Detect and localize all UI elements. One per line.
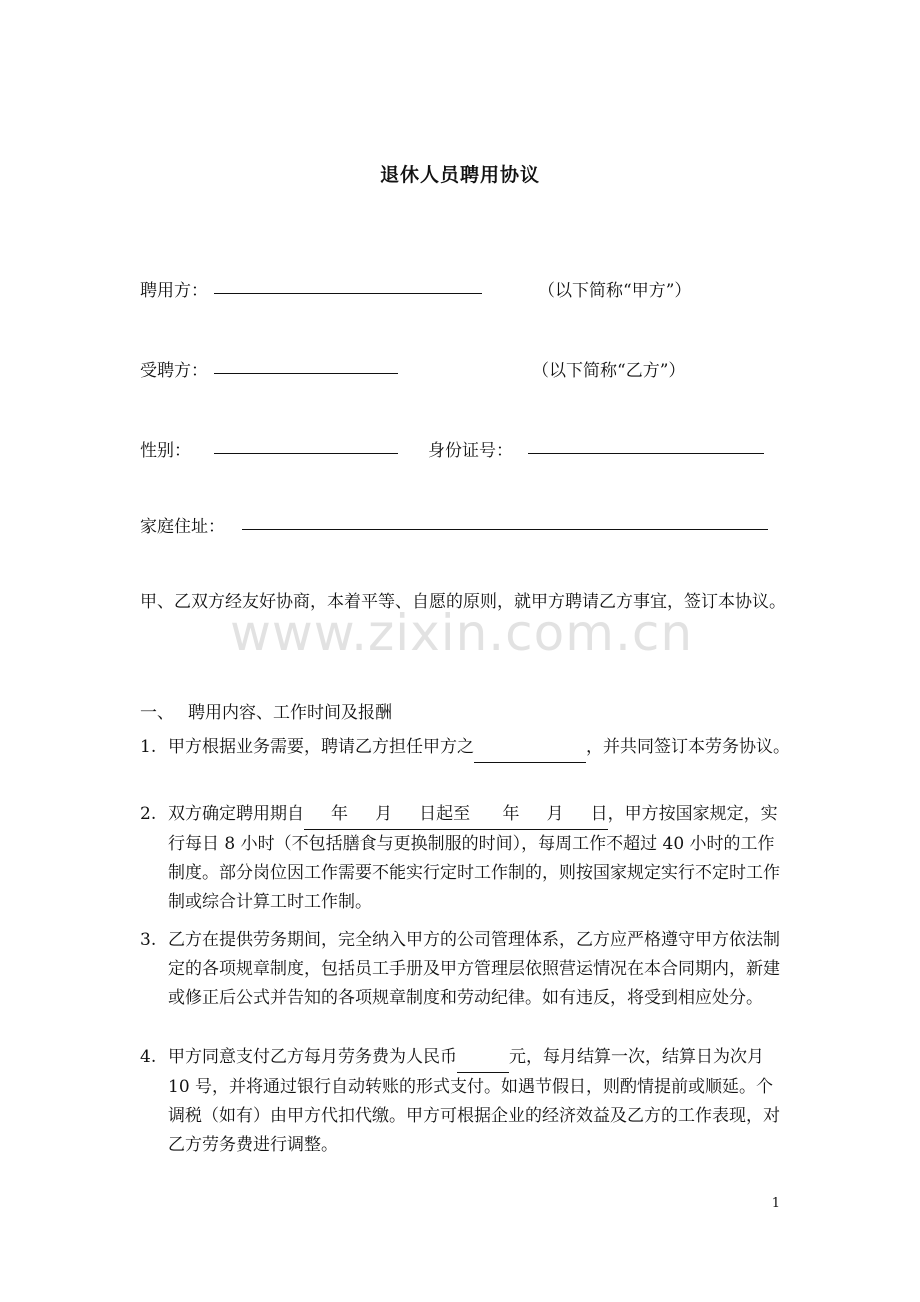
watermark: www.zixin.com.cn	[230, 604, 694, 662]
employee-blank	[214, 373, 398, 374]
item-number: 2.	[140, 804, 157, 824]
employer-blank	[214, 293, 482, 294]
document-title: 退休人员聘用协议	[379, 164, 540, 186]
section-heading: 聘用内容、工作时间及报酬	[188, 703, 392, 723]
id-label: 身份证号：	[428, 441, 513, 461]
intro-paragraph: 甲、乙双方经友好协商，本着平等、自愿的原则，就甲方聘请乙方事宜，签订本协议。	[140, 592, 786, 612]
item-text: 甲方根据业务需要，聘请乙方担任甲方之 ，并共同签订本劳务协议。	[168, 733, 790, 763]
page-number: 1	[771, 1196, 780, 1211]
employee-label: 受聘方：	[140, 361, 208, 381]
item-text: 乙方在提供劳务期间，完全纳入甲方的公司管理体系，乙方应严格遵守甲方依法制定的各项规章制度，包括员工手册及甲方管理层依照营运情况在本合同期内，新建或修正后公式并告知的各项规章制度和劳动纪律。如有违反，将受到相应处分。	[168, 930, 780, 1008]
item-number: 1.	[140, 737, 157, 757]
end-date-blank: 年 月 日	[470, 800, 608, 830]
employer-label: 聘用方：	[140, 281, 208, 301]
item-number: 3.	[140, 930, 157, 950]
fee-blank	[457, 1043, 509, 1073]
position-blank	[474, 733, 586, 763]
start-date-blank: 年 月 日起至	[304, 800, 470, 830]
section-number: 一、	[140, 703, 174, 723]
item-text: 甲方同意支付乙方每月劳务费为人民币 元，每月结算一次，结算日为次月 10 号，并将通过银行自动转账的形式支付。如遇节假日，则酌情提前或顺延。个调税（如有）由甲方代扣代缴。甲方可根据企业的经济效益及乙方的工作表现，对乙方劳务费进行调整。	[168, 1043, 790, 1160]
address-blank	[242, 529, 768, 530]
employee-note: （以下简称“乙方”）	[532, 361, 686, 381]
employer-note: （以下简称“甲方”）	[538, 281, 692, 301]
gender-blank	[214, 453, 398, 454]
id-blank	[528, 453, 764, 454]
item-number: 4.	[140, 1047, 157, 1067]
gender-label: 性别：	[140, 441, 191, 461]
address-label: 家庭住址：	[140, 517, 225, 537]
item-text: 双方确定聘用期自 年 月 日起至 年 月 日，甲方按国家规定，实行每日 8 小时（不包括膳食与更换制服的时间），每周工作不超过 40 小时的工作制度。部分岗位因工作需要不能实行定时工作制的，则按国家规定实行不定时工作制或综合计算工时工作制。	[168, 800, 790, 917]
